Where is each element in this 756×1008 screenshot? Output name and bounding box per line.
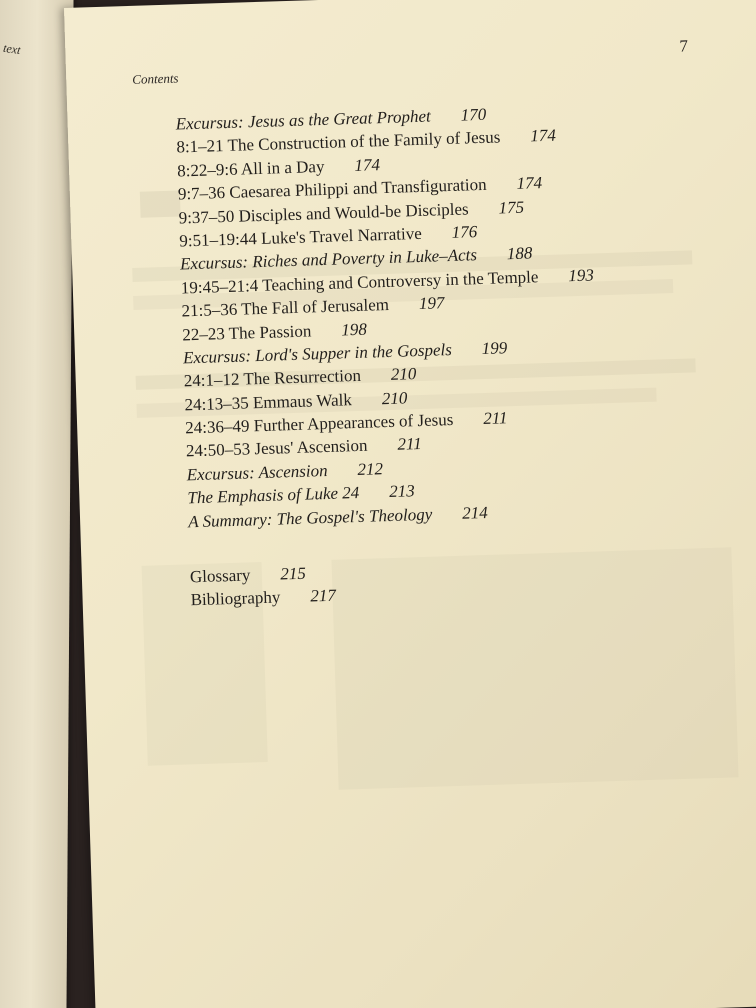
page-number: 7 [679,36,689,56]
toc-entry-page: 212 [357,459,384,479]
toc-entry-title: 22–23 The Passion [182,320,312,344]
toc-entry-page: 174 [354,154,381,175]
left-page-margin-text: text [2,40,22,58]
toc-entry-page: 174 [516,173,543,194]
toc-entry-title: 9:51–19:44 Luke's Travel Narrative [179,223,423,251]
table-of-contents [175,100,604,613]
toc-entry-page: 188 [506,243,533,264]
toc-entry-page: 210 [390,364,417,385]
show-through-decoration [64,0,756,8]
toc-entry-title: 19:45–21:4 Teaching and Controversy in the Temple [180,266,539,298]
toc-entry-title: Excursus: Jesus as the Great Prophet [175,106,431,134]
toc-entry-title: 9:7–36 Caesarea Philippi and Transfiguration [177,174,487,204]
toc-entry-page: 210 [381,388,408,408]
toc-entry-page: 211 [397,434,422,455]
book-page [64,0,756,1008]
toc-entry-page: 213 [388,481,416,502]
toc-entry-title: 8:22–9:6 All in a Day [176,156,325,181]
toc-entry-title: 8:1–21 The Construction of the Family of Jesus [176,127,501,157]
toc-entry-title: The Emphasis of Luke 24 [187,483,360,508]
toc-entry-title: Excursus: Lord's Supper in the Gospels [182,339,453,368]
toc-entry-page: 199 [481,338,508,358]
toc-entry-page: 215 [280,563,307,584]
toc-entry-title: 24:36–49 Further Appearances of Jesus [184,410,454,438]
toc-entry-title: 24:13–35 Emmaus Walk [184,389,353,415]
toc-entry-page: 217 [310,586,337,606]
toc-entry-page: 170 [460,104,487,125]
toc-entry-page: 174 [530,126,557,146]
toc-entry-title: A Summary: The Gospel's Theology [187,504,433,531]
toc-entry-page: 214 [461,502,488,523]
toc-entry-page: 176 [451,222,478,242]
toc-entry-title: Excursus: Ascension [186,460,328,485]
toc-entry-title: 24:1–12 The Resurrection [183,366,362,391]
toc-entry-page: 197 [418,293,445,314]
toc-entry-page: 193 [568,265,595,286]
toc-entry-page: 175 [498,197,525,218]
toc-entry-page: 211 [482,408,508,429]
toc-entry-title: 24:50–53 Jesus' Ascension [185,436,368,461]
toc-entry-title: Bibliography [190,587,281,610]
running-head: Contents [132,70,179,87]
toc-entry-title: Glossary [189,565,251,587]
toc-entry-list [175,100,601,534]
toc-entry-page: 198 [341,319,368,339]
left-page-edge [0,0,74,1008]
toc-entry-title: 9:37–50 Disciples and Would-be Disciples [178,198,469,228]
toc-entry-title: Excursus: Riches and Poverty in Luke–Acts [179,245,478,274]
toc-entry-title: 21:5–36 The Fall of Jerusalem [181,295,390,321]
